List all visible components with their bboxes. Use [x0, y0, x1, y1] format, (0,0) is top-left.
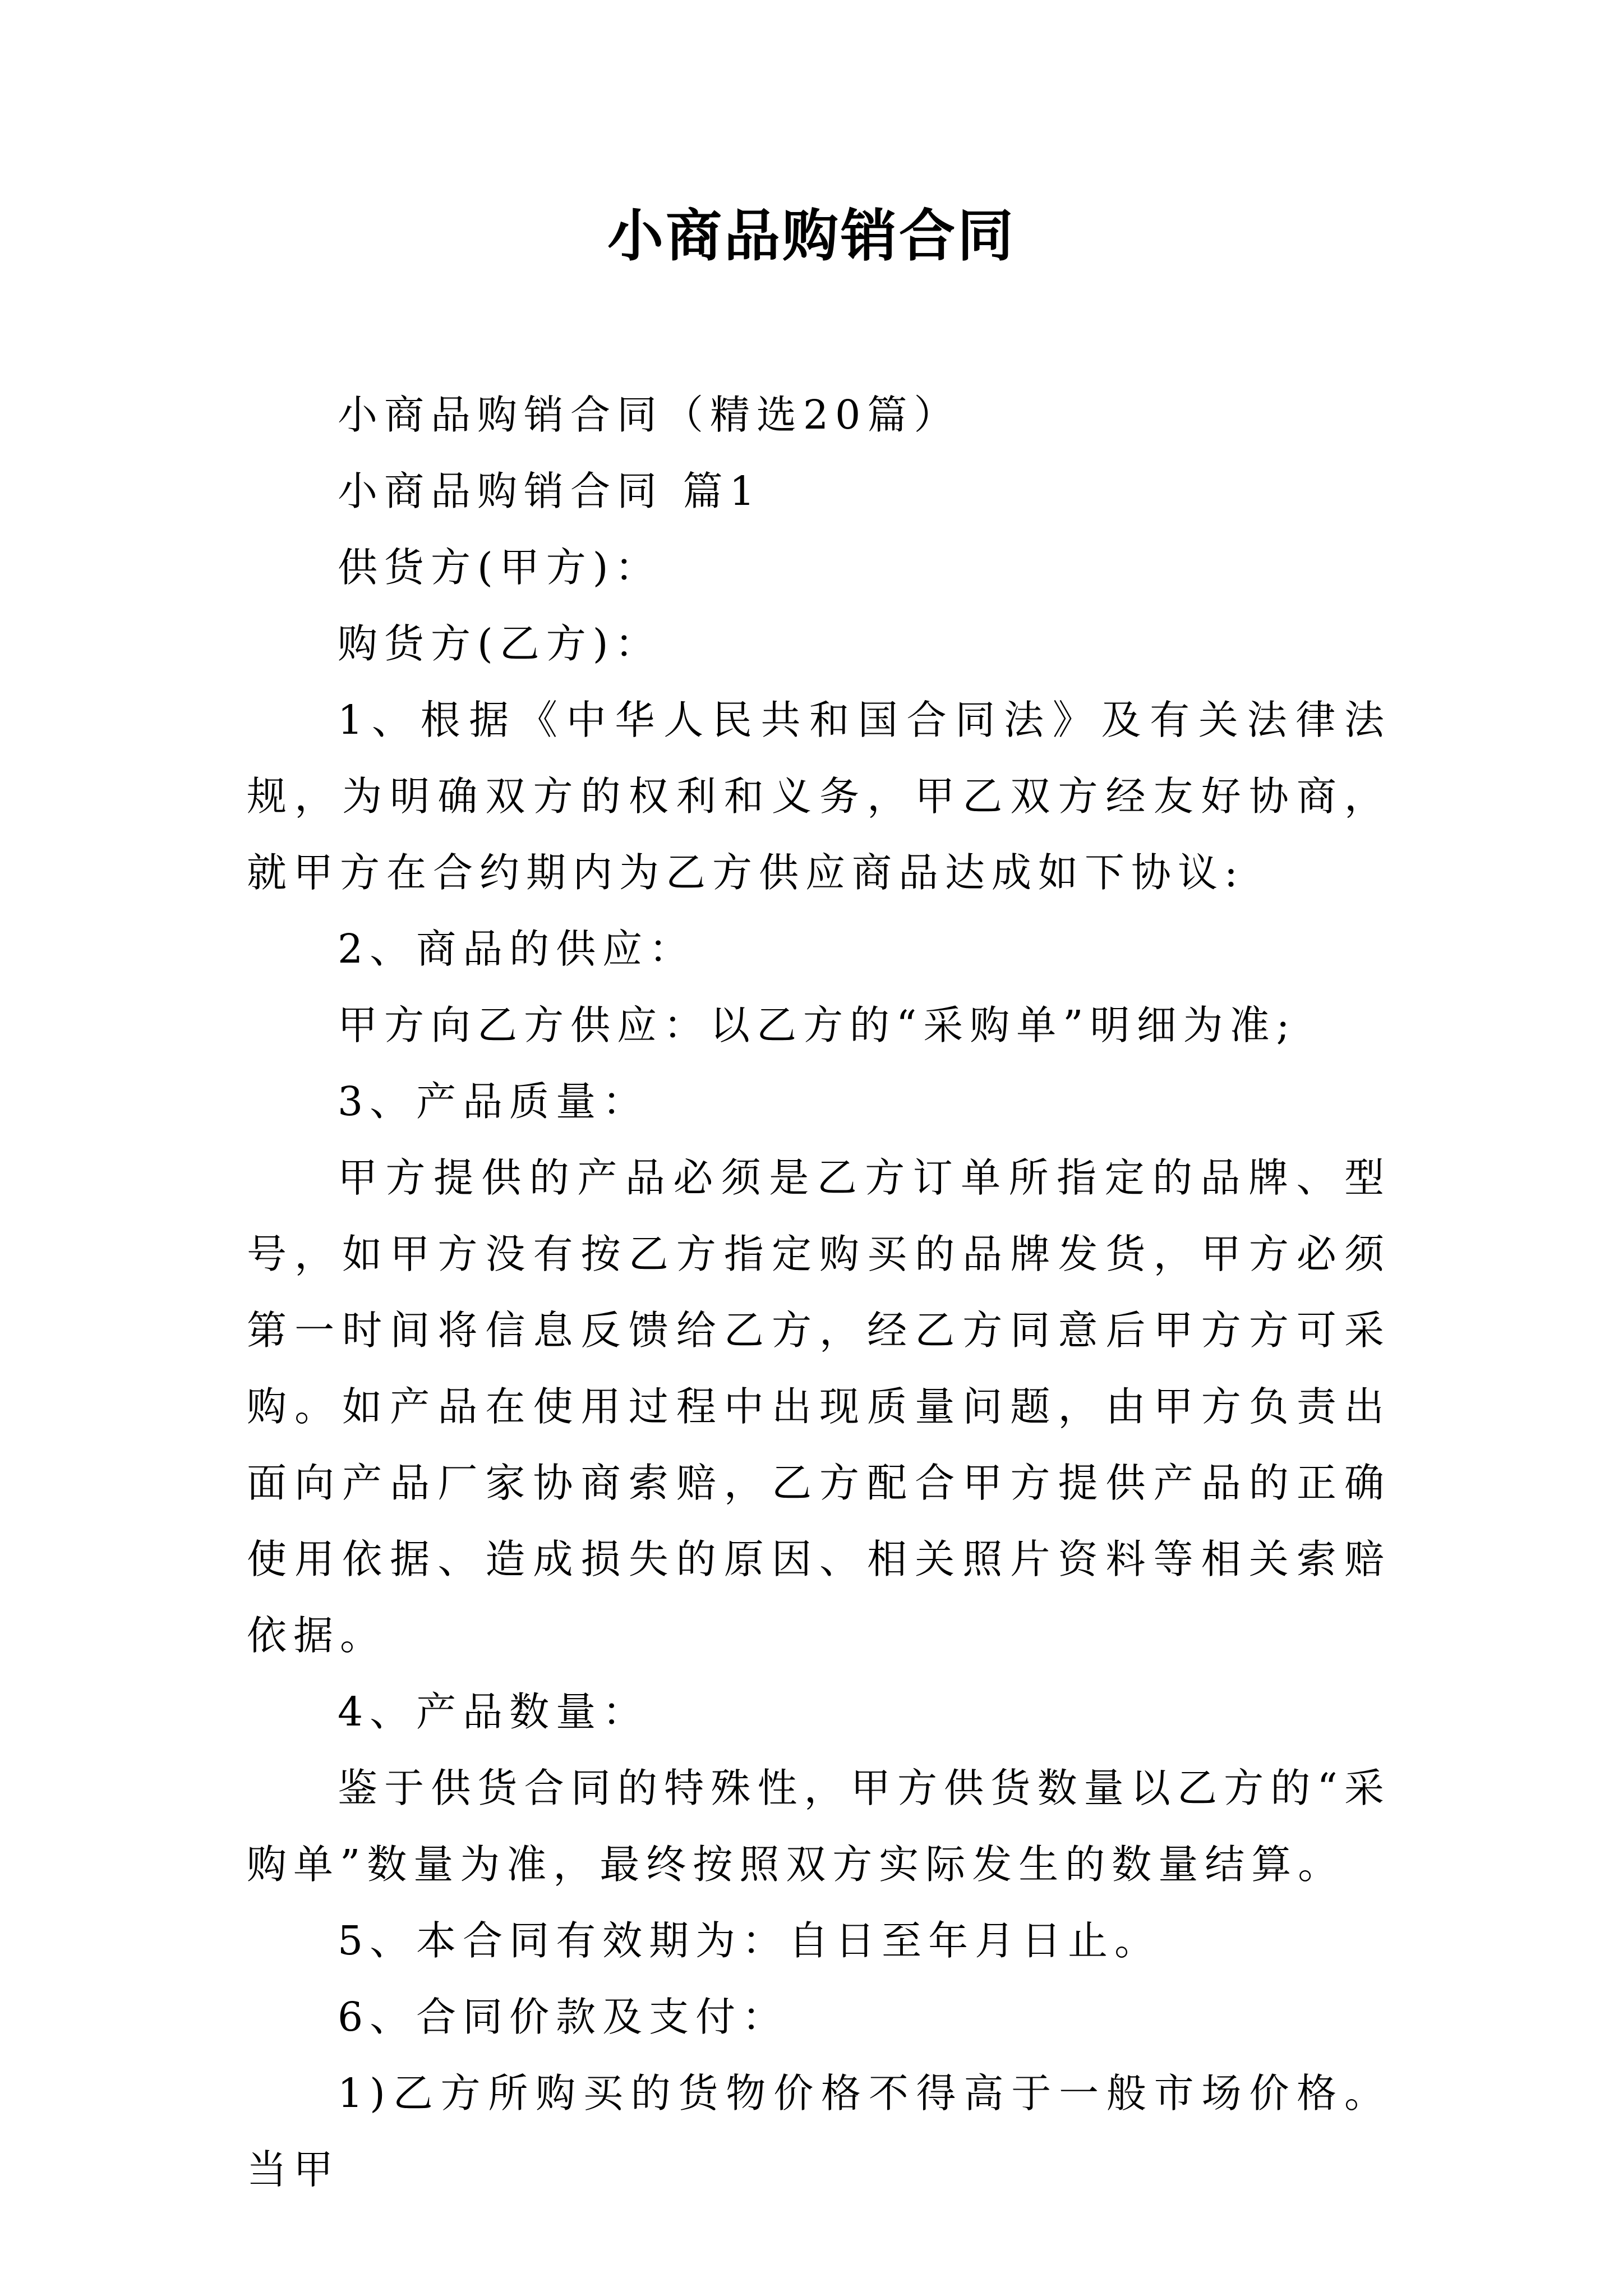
- paragraph-supplier: 供货方(甲方)：: [338, 544, 662, 591]
- paragraph-buyer: 购货方(乙方)：: [338, 620, 662, 667]
- paragraph-clause-4-heading: 4、产品数量：: [338, 1688, 649, 1735]
- paragraph-section-heading: 小商品购销合同 篇1: [338, 468, 762, 514]
- paragraph-clause-3-heading: 3、产品质量：: [338, 1078, 649, 1125]
- paragraph-subtitle: 小商品购销合同（精选20篇）: [338, 392, 961, 438]
- paragraph-clause-3-body: 甲方提供的产品必须是乙方订单所指定的品牌、型号，如甲方没有按乙方指定购买的品牌发货，甲方必须第一时间将信息反馈给乙方，经乙方同意后甲方方可采购。如产品在使用过程中出现质量问题，由甲方负责出面向产品厂家协商索赔，乙方配合甲方提供产品的正确使用依据、造成损失的原因、相关照片资料等相关索赔依据。: [247, 1154, 1391, 1659]
- paragraph-clause-6-item-1: 1)乙方所购买的货物价格不得高于一般市场价格。当甲: [247, 2070, 1391, 2193]
- document-title: 小商品购销合同: [607, 203, 1016, 269]
- paragraph-clause-2-body: 甲方向乙方供应：以乙方的“采购单”明细为准;: [338, 1002, 1297, 1048]
- document-body: [247, 377, 1391, 2208]
- paragraph-clause-1: 1、根据《中华人民共和国合同法》及有关法律法规，为明确双方的权利和义务，甲乙双方经友好协商，就甲方在合约期内为乙方供应商品达成如下协议:: [247, 697, 1391, 896]
- paragraph-clause-2-heading: 2、商品的供应：: [338, 926, 696, 972]
- paragraph-clause-4-body: 鉴于供货合同的特殊性，甲方供货数量以乙方的“采购单”数量为准，最终按照双方实际发生的数量结算。: [247, 1765, 1391, 1888]
- paragraph-clause-5: 5、本合同有效期为：自日至年月日止。: [338, 1917, 1161, 1964]
- paragraph-clause-6-heading: 6、合同价款及支付：: [338, 1994, 789, 2040]
